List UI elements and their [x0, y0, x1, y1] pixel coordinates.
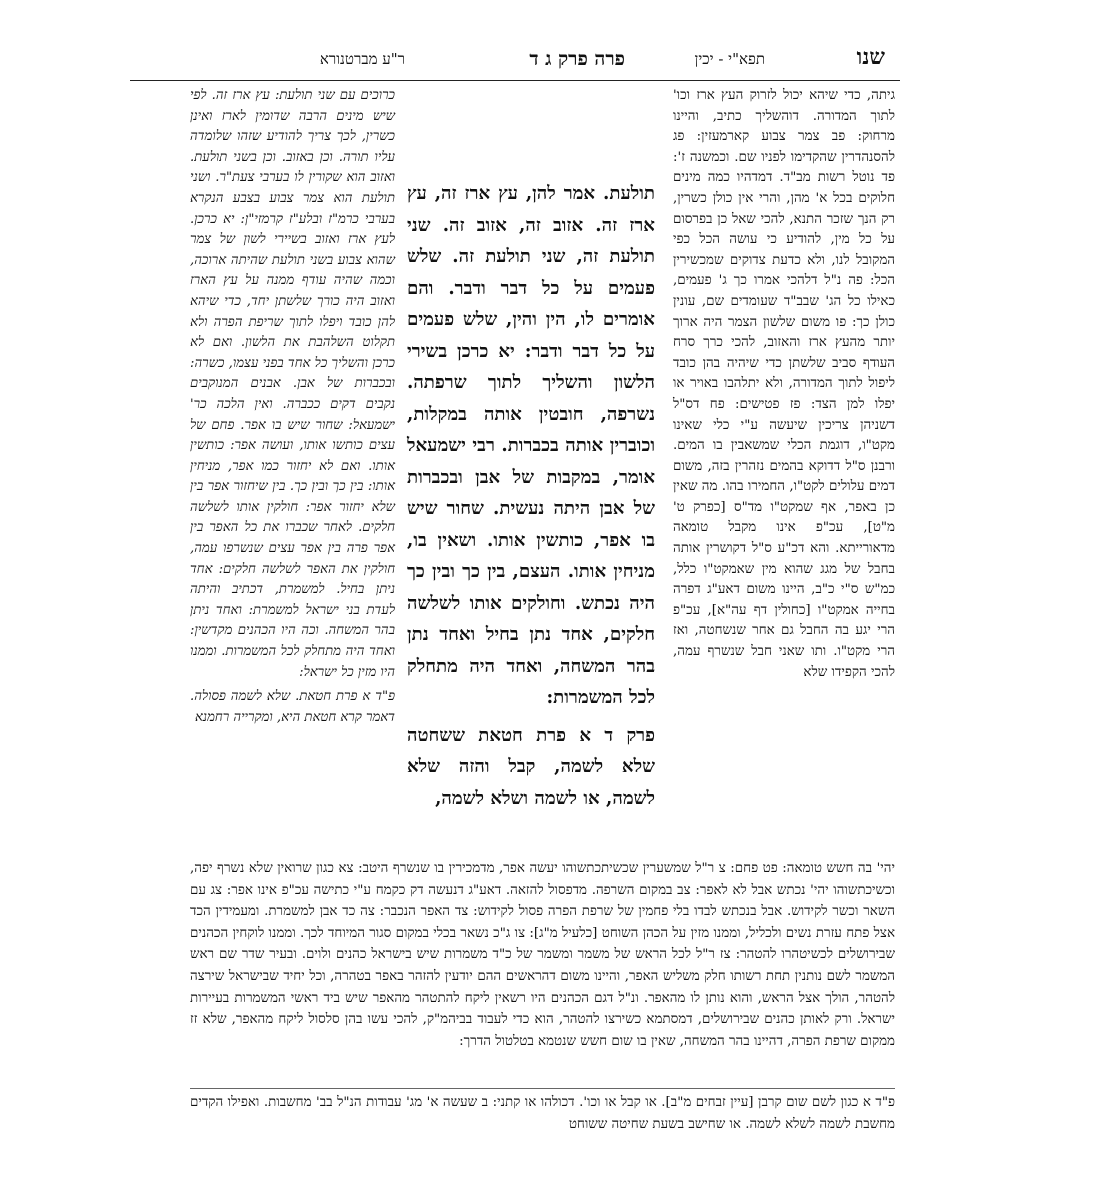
footnotes-main-text: יהי' בה חשש טומאה: פט פחם: צ ר"ל שמשערין שכשיתכתשוהו יעשה אפר, מדמכירין בו שנשרף היטב: צא כגון שרואין שלא נשרף יפה, וכשיכתשוהו יהי' נכתש אבל לא לאפר: צב במקום השרפה. מדפסול להזאה. דאע"ג דנעשה דק כקמח ע"י כתישה עכ"פ אינו אפר: צג עם השאר וכשר לקידוש. אבל בנכתש לבדו בלי פחמין של שרפת הפרה פסול לקידוש: צד האפר הנכבר: צה כד אבן למשמרת. ומעמידין הכד אצל פתח עזרת נשים ולכליל, וממנו מזין על הכהן השוחט [כלעיל מ"ג]: צו ג"כ נשאר בכלי במקום סגור המיוחד לכך. וממנו לוקחין הכהנים שבירושלים לכשיטהרו להטהר: צז ר"ל לכל הראש של משמר ומשמר של כ"ד משמרות שיש בישראל כהנים ולוים. ובעיר שדר שם ראש המשמר לשם נותנין תחת רשותו חלק משליש האפר, והיינו משום דהראשים ההם יודעין להזהר באפר בטהרה, וכל יחיד שבישראל שירצה להטהר, הולך אצל הראש, והוא נותן לו מהאפר. ונ"ל דגם הכהנים היו רשאין ליקח להתטהר מהאפר שיש ביד ראשי המשמרות בעיירות ישראל. ורק לאותן כהנים שבירושלים, דמסתמא כשירצו להטהר, הוא כדי לעבוד בביהמ"ק, להכי עשו בהן סלסול ליקח מהאפר, שלא זז ממקום שרפת הפרה, דהיינו בהר המשחה, שאין בו שום חשש שנטמא בטלטול הדרך:: [190, 861, 895, 1049]
tiferet-yisrael-column: [673, 86, 895, 683]
bartenura-text: כרוכים עם שני תולעת: עץ ארז זה. לפי שיש מינים הרבה שדומין לארז ואינן כשרין, לכך צריך להודיע שזהו שלומדה עליו תורה. וכן באזוב. וכן בשני תולעת. ואזוב הוא שקורין לו בערבי צעת"ר. ושני תולעת הוא צמר צבוע בצבע הנקרא בערבי כרמ"ז ובלע"ז קרמזי"ן: יא כרכן. לעץ ארז ואזוב בשיירי לשון של צמר שהוא צבוע בשני תולעת שהיתה ארוכה, וכמה שהיה עודף ממנה על עץ הארז ואזוב היה כורך שלשתן יחד, כדי שיהא להן כובד ויפלו לתוך שריפת הפרה ולא תקלוט השלהבת את הלשון. ואם לא כרכן והשליך כל אחד בפני עצמו, כשרה: ובכברות של אבן. אבנים המנוקבים נקבים דקים ככברה. ואין הלכה כר' ישמעאל: שחור שיש בו אפר. פחם של עצים כותשו אותו, ועושה אפר: כותשין אותו. ואם לא יחזור כמו אפר, מניחין אותו: בין כך ובין כך. בין שיחזור אפר בין שלא יחזור אפר: חולקין אותו לשלשה חלקים. לאחר שכברו את כל האפר בין אפר פרה בין אפר עצים שנשרפו עמה, חולקין את האפר לשלשה חלקים: אחד ניתן בחיל. למשמרת, דכתיב והיתה לעדת בני ישראל למשמרת: ואחד ניתן בהר המשחה. וכה היו הכהנים מקדשין: ואחד היה מתחלק לכל המשמרות. וממנו היו מזין כל ישראל:: [190, 88, 395, 680]
footnotes-chapter4-text: פ"ד א כגון לשם שום קרבן [עיין זבחים מ"ב]. או קבל או וכו'. דכולהו או קתני: ב שעשה א' מג' עבודות הנ"ל בב' מחשבות. ואפילו הקדים מחשבת לשמה לשלא לשמה. או שחישב בשעת שחיטה ששוחט: [190, 1095, 895, 1132]
bartenura-chapter4-text: פ"ד א פרת חטאת. שלא לשמה פסולה. דאמר קרא חטאת היא, ומקרייה רחמנא: [190, 689, 395, 725]
page-title: פרה פרק ג ד: [529, 48, 625, 70]
mishnah-chapter4-text: פרק ד א פרת חטאת ששחטה שלא לשמה, קבל והזה שלא לשמה, או לשמה ושלא לשמה,: [407, 724, 655, 809]
page-label: שנו: [856, 44, 885, 70]
bartenura-column: [190, 86, 395, 728]
header-rule: [130, 80, 900, 81]
footnotes-main: [190, 858, 895, 1052]
tiferet-yisrael-text: גיתה, כדי שיהא יכול לזרוק העץ ארז וכו' לתוך המדורה. דוהשליך כתיב, והיינו מרחוק: פב צמר צבוע קארמעזין: פג להסנהדרין שהקדימו לפניו שם. וכמשנה ז': פד נוטל רשות מב"ד. דמדהיו כמה מינים חלוקים בכל א' מהן, והרי אין כולן כשרין, רק הנך שזכר התנא, להכי שאל כן בפרסום על כל מין, להודיע כי עושה הכל כפי המקובל לנו, ולא כדעת צדוקים שמכשירין הכל: פה נ"ל דלהכי אמרו כך ג' פעמים, כאילו כל הג' שבב"ד שעומדים שם, עונין כולן כך: פו משום שלשון הצמר היה ארוך יותר מהעץ ארז והאזוב, להכי כרך סרח העודף סביב שלשתן כדי שיהיה בהן כובד ליפול לתוך המדורה, ולא יתלהבו באויר או יפלו למן הצד: פז פטישים: פח דס"ל דשניהן צריכין שיעשה ע"י כלי שאינו מקט"ו, דוגמת הכלי שמשאבין בו המים. ורבנן ס"ל דדוקא בהמים נזהרין בזה, משום דמים עלולים לקט"ו, החמירו בהו. מה שאין כן באפר, אף שמקט"ו מד"ס [כפרק ט' מ"ט], עכ"פ אינו מקבל טומאה מדאורייתא. והא דכ"ע ס"ל דקושרין אותה בחבל של מגג שהוא מין שאמקט"ו כלל, כמ"ש ס"י כ"ב, היינו משום דאע"ג דפרה בחייה אמקט"ו [כחולין דף עה"א], עכ"פ הרי יגע בה החבל גם אחר שנשחטה, ואז הרי מקט"ו. ותו שאני חבל שנשרף עמה, להכי הקפידו שלא: [673, 88, 895, 680]
tiferet-yisrael-label: תפא"י - יכין: [694, 50, 765, 68]
footnotes-chapter4: [190, 1092, 895, 1135]
bartenura-label: ר"ע מברטנורא: [319, 50, 405, 68]
mishnah-column: [407, 178, 655, 814]
mishnah-text: תולעת. אמר להן, עץ ארז זה, עץ ארז זה. אזוב זה, אזוב זה. שני תולעת זה, שני תולעת זה. שלש פעמים על כל דבר ודבר. והם אומרים לו, הין והין, שלש פעמים על כל דבר ודבר: יא כרכן בשירי הלשון והשליך לתוך שרפתה. נשרפה, חובטין אותה במקלות, וכוברין אותה בכברות. רבי ישמעאל אומר, במקבות של אבן ובכברות של אבן היתה נעשית. שחור שיש בו אפר, כותשין אותו. ושאין בו, מניחין אותו. העצם, בין כך ובין כך היה נכתש. וחולקים אותו לשלשה חלקים, אחד נתן בחיל ואחד נתן בהר המשחה, ואחד היה מתחלק לכל המשמרות:: [407, 183, 655, 708]
footnote-rule: [190, 1088, 895, 1089]
